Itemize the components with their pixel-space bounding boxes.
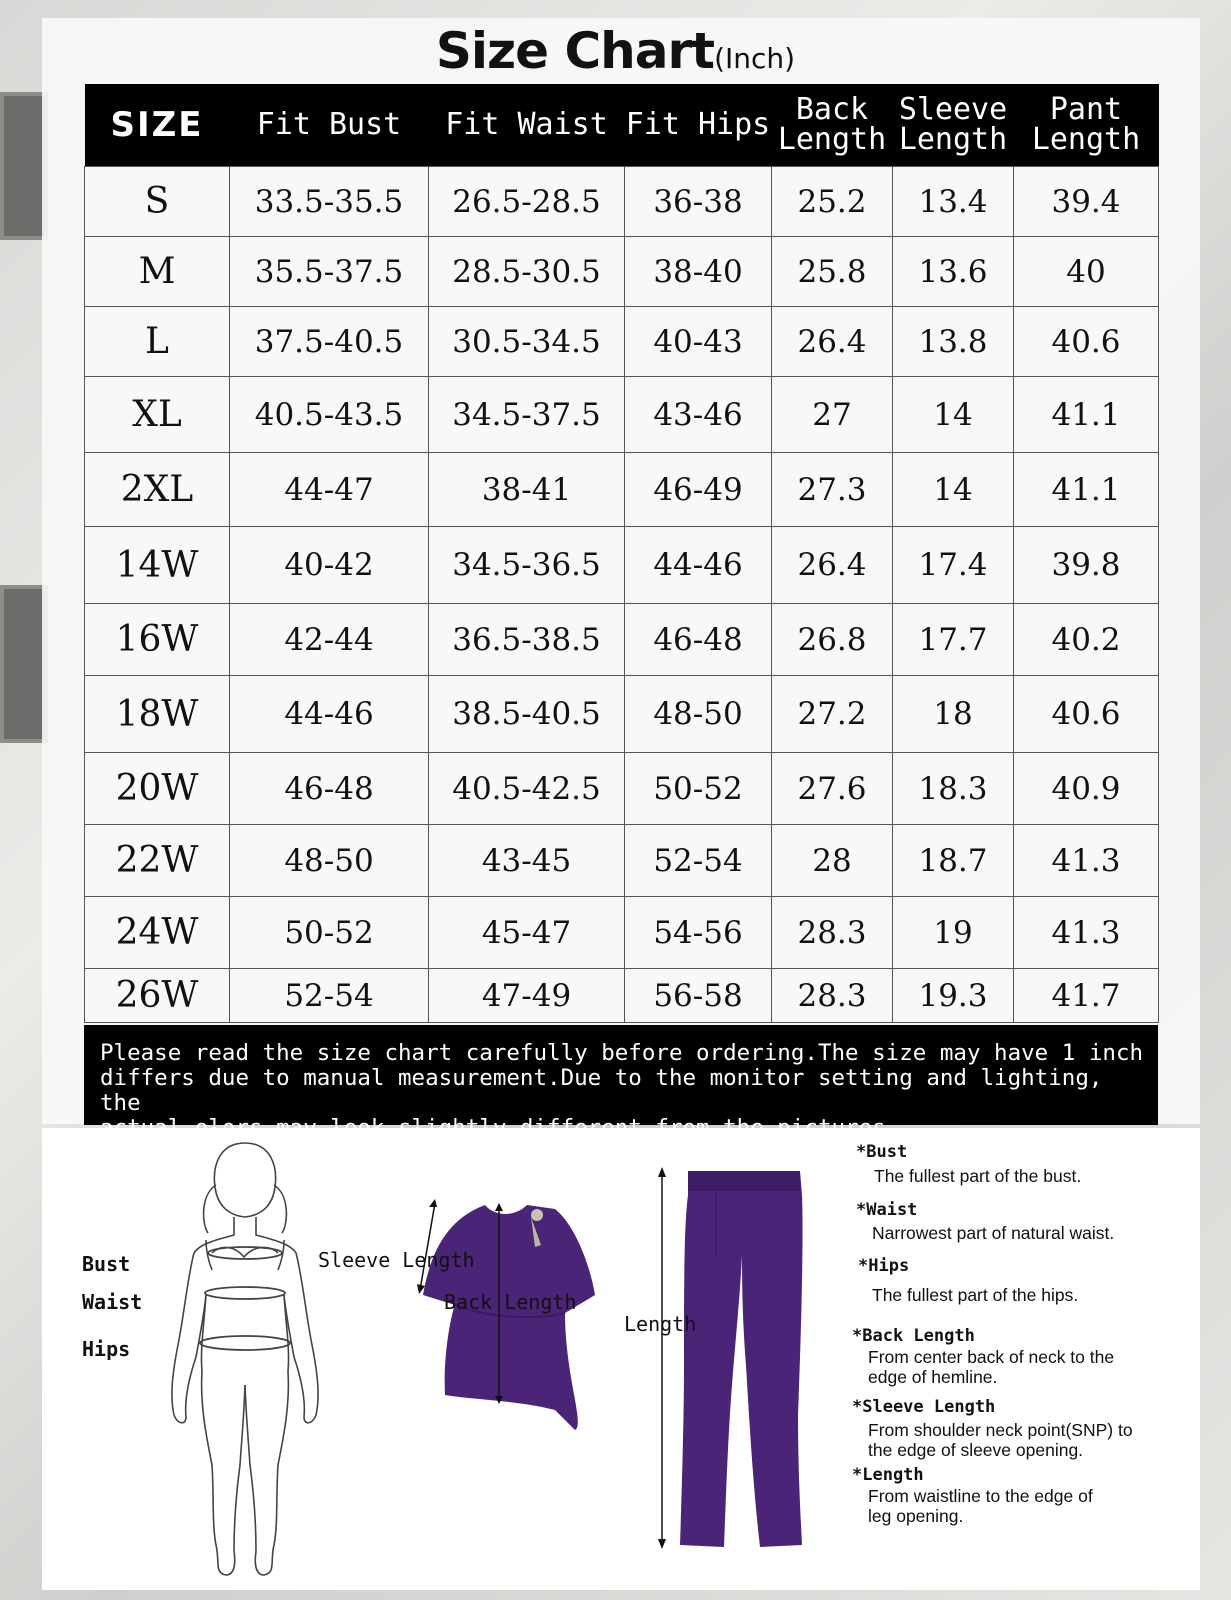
header-fit-waist: Fit Waist	[429, 84, 625, 167]
cell-fit-hips: 46-48	[625, 604, 772, 676]
cell-back-length: 27	[772, 377, 893, 453]
cell-size: 18W	[85, 676, 230, 753]
cell-fit-hips: 36-38	[625, 167, 772, 237]
header-size: SIZE	[85, 84, 230, 167]
def-length-title: *Length	[852, 1465, 924, 1485]
pant-length-label: Length	[624, 1312, 697, 1336]
cell-pant-length: 41.7	[1014, 969, 1159, 1023]
back-length-label: Back Length	[444, 1290, 577, 1314]
cell-size: 14W	[85, 527, 230, 604]
cell-fit-hips: 56-58	[625, 969, 772, 1023]
table-row	[85, 453, 1159, 527]
cell-pant-length: 41.3	[1014, 825, 1159, 897]
cell-fit-bust: 44-46	[230, 676, 429, 753]
cell-fit-hips: 44-46	[625, 527, 772, 604]
cell-sleeve-length: 18.7	[893, 825, 1014, 897]
cell-back-length: 28.3	[772, 969, 893, 1023]
table-row	[85, 307, 1159, 377]
table-row	[85, 167, 1159, 237]
def-hips-title: *Hips	[858, 1256, 910, 1276]
cell-size: 2XL	[85, 453, 230, 527]
def-waist-text: Narrowest part of natural waist.	[872, 1223, 1115, 1243]
cell-sleeve-length: 18.3	[893, 753, 1014, 825]
cell-sleeve-length: 13.6	[893, 237, 1014, 307]
cell-fit-waist: 38.5-40.5	[429, 676, 625, 753]
waist-label: Waist	[82, 1290, 143, 1314]
cell-size: L	[85, 307, 230, 377]
bust-label: Bust	[82, 1252, 131, 1276]
cell-fit-hips: 50-52	[625, 753, 772, 825]
cell-pant-length: 40.2	[1014, 604, 1159, 676]
cell-fit-bust: 50-52	[230, 897, 429, 969]
cell-fit-hips: 46-49	[625, 453, 772, 527]
cell-size: 26W	[85, 969, 230, 1023]
cell-back-length: 26.8	[772, 604, 893, 676]
cell-fit-hips: 52-54	[625, 825, 772, 897]
header-fit-hips: Fit Hips	[625, 84, 772, 167]
cell-fit-bust: 44-47	[230, 453, 429, 527]
table-row	[85, 676, 1159, 753]
cell-fit-hips: 40-43	[625, 307, 772, 377]
size-table	[84, 84, 1159, 1023]
cell-fit-waist: 26.5-28.5	[429, 167, 625, 237]
cell-sleeve-length: 13.8	[893, 307, 1014, 377]
cell-sleeve-length: 17.7	[893, 604, 1014, 676]
cell-fit-waist: 28.5-30.5	[429, 237, 625, 307]
cell-back-length: 27.3	[772, 453, 893, 527]
cell-sleeve-length: 13.4	[893, 167, 1014, 237]
cell-back-length: 28	[772, 825, 893, 897]
cell-sleeve-length: 19	[893, 897, 1014, 969]
def-hips-text: The fullest part of the hips.	[872, 1285, 1079, 1305]
top-garment-illustration	[415, 1195, 605, 1435]
cell-back-length: 27.6	[772, 753, 893, 825]
cell-sleeve-length: 18	[893, 676, 1014, 753]
cell-fit-waist: 34.5-37.5	[429, 377, 625, 453]
def-sleeve-length-text: From shoulder neck point(SNP) to the edge of sleeve opening.	[868, 1420, 1133, 1460]
background-window-top	[0, 92, 48, 240]
cell-fit-hips: 48-50	[625, 676, 772, 753]
pants-illustration	[650, 1165, 820, 1550]
cell-size: 24W	[85, 897, 230, 969]
def-bust-title: *Bust	[856, 1142, 908, 1162]
cell-fit-bust: 33.5-35.5	[230, 167, 429, 237]
cell-pant-length: 41.1	[1014, 453, 1159, 527]
cell-pant-length: 41.1	[1014, 377, 1159, 453]
cell-fit-bust: 52-54	[230, 969, 429, 1023]
cell-back-length: 25.8	[772, 237, 893, 307]
cell-fit-hips: 54-56	[625, 897, 772, 969]
cell-sleeve-length: 17.4	[893, 527, 1014, 604]
def-length-text: From waistline to the edge of leg opening.	[868, 1486, 1093, 1526]
cell-sleeve-length: 14	[893, 453, 1014, 527]
cell-fit-waist: 43-45	[429, 825, 625, 897]
cell-fit-hips: 43-46	[625, 377, 772, 453]
cell-sleeve-length: 19.3	[893, 969, 1014, 1023]
size-notice: Please read the size chart carefully before ordering.The size may have 1 inch differs due to manual measurement.Due to the monitor setting and lighting, the	[84, 1025, 1158, 1125]
cell-fit-bust: 48-50	[230, 825, 429, 897]
cell-pant-length: 40	[1014, 237, 1159, 307]
table-row	[85, 753, 1159, 825]
cell-size: 20W	[85, 753, 230, 825]
cell-size: 16W	[85, 604, 230, 676]
def-sleeve-length-title: *Sleeve Length	[852, 1397, 996, 1417]
cell-fit-waist: 30.5-34.5	[429, 307, 625, 377]
cell-fit-bust: 42-44	[230, 604, 429, 676]
table-row	[85, 969, 1159, 1023]
header-sleeve-length: Sleeve Length	[893, 84, 1014, 167]
cell-fit-waist: 40.5-42.5	[429, 753, 625, 825]
table-row	[85, 825, 1159, 897]
def-back-length-title: *Back Length	[852, 1326, 975, 1346]
cell-fit-waist: 45-47	[429, 897, 625, 969]
header-pant-length: Pant Length	[1014, 84, 1159, 167]
hips-label: Hips	[82, 1337, 131, 1361]
def-bust-text: The fullest part of the bust.	[874, 1166, 1082, 1186]
cell-fit-waist: 36.5-38.5	[429, 604, 625, 676]
cell-back-length: 25.2	[772, 167, 893, 237]
cell-size: S	[85, 167, 230, 237]
cell-back-length: 28.3	[772, 897, 893, 969]
cell-sleeve-length: 14	[893, 377, 1014, 453]
table-header-row	[85, 84, 1159, 167]
table-row	[85, 897, 1159, 969]
cell-fit-waist: 38-41	[429, 453, 625, 527]
cell-fit-bust: 37.5-40.5	[230, 307, 429, 377]
cell-pant-length: 39.8	[1014, 527, 1159, 604]
cell-pant-length: 40.6	[1014, 676, 1159, 753]
header-fit-bust: Fit Bust	[230, 84, 429, 167]
cell-size: XL	[85, 377, 230, 453]
cell-back-length: 27.2	[772, 676, 893, 753]
table-row	[85, 604, 1159, 676]
cell-size: 22W	[85, 825, 230, 897]
cell-fit-waist: 47-49	[429, 969, 625, 1023]
cell-size: M	[85, 237, 230, 307]
cell-back-length: 26.4	[772, 527, 893, 604]
title-unit: (Inch)	[714, 42, 796, 75]
cell-fit-bust: 40.5-43.5	[230, 377, 429, 453]
cell-fit-bust: 35.5-37.5	[230, 237, 429, 307]
background-window-bottom	[0, 585, 48, 743]
cell-pant-length: 41.3	[1014, 897, 1159, 969]
table-row	[85, 237, 1159, 307]
table-row	[85, 527, 1159, 604]
body-figure-illustration	[160, 1135, 330, 1590]
header-back-length: Back Length	[772, 84, 893, 167]
chart-title	[0, 22, 1231, 80]
cell-fit-hips: 38-40	[625, 237, 772, 307]
cell-pant-length: 40.9	[1014, 753, 1159, 825]
cell-pant-length: 39.4	[1014, 167, 1159, 237]
sleeve-length-label: Sleeve Length	[318, 1248, 475, 1272]
cell-fit-waist: 34.5-36.5	[429, 527, 625, 604]
cell-fit-bust: 46-48	[230, 753, 429, 825]
title-text: Size Chart	[435, 22, 715, 80]
cell-back-length: 26.4	[772, 307, 893, 377]
def-waist-title: *Waist	[856, 1200, 918, 1220]
table-row	[85, 377, 1159, 453]
cell-fit-bust: 40-42	[230, 527, 429, 604]
def-back-length-text: From center back of neck to the edge of hemline.	[868, 1347, 1115, 1387]
cell-pant-length: 40.6	[1014, 307, 1159, 377]
